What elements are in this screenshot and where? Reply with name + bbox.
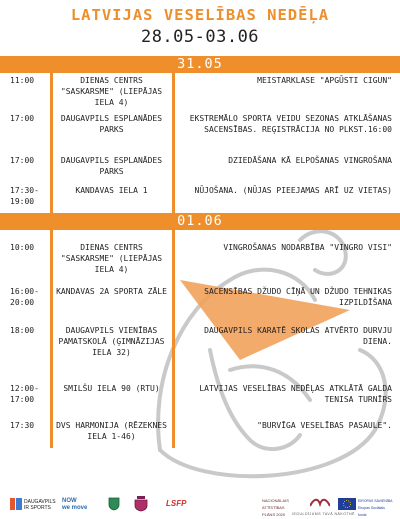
nacionalais-attistibas-plans-logo <box>262 498 289 519</box>
event-time: 17:30 <box>10 421 35 430</box>
event-place: DIENAS CENTRS "SASKARSME" (LIEPĀJAS IELA 4) <box>60 243 163 274</box>
date-range: 28.05-03.06 <box>140 27 260 47</box>
page-title: LATVIJAS VESELĪBAS NEDĒĻA <box>70 6 330 24</box>
lsfp-text: LSFP <box>166 499 187 508</box>
event-time: 10:00 <box>10 243 35 252</box>
now-we-move-logo <box>62 498 87 512</box>
event-title: NŪJOŠANA. (NŪJAS PIEEJAMAS ARĪ UZ VIETAS) <box>194 186 392 195</box>
crest-icon <box>134 496 148 512</box>
event-title: DAUGAVPILS KARATĒ SKOLAS ATVĒRTO DURVJU DIENA. <box>204 326 392 346</box>
timeline-divider <box>172 230 175 448</box>
event-title: DZIEDĀŠANA KĀ ELPOŠANAS VINGROŠANA <box>228 156 392 165</box>
daugavpils-sports-mark-icon <box>10 498 22 510</box>
latvia-ribbon-icon <box>310 498 330 508</box>
timeline-divider <box>50 230 53 448</box>
event-place: DAUGAVPILS ESPLANĀDES PARKS <box>60 156 163 176</box>
daugavpils-sports-logo <box>10 498 56 513</box>
nap-text: NACIONĀLAIS ATTĪSTĪBAS PLĀNS 2020 <box>262 498 289 517</box>
city-crest-2 <box>134 496 148 515</box>
event-place: KANDAVAS IELA 1 <box>75 186 148 195</box>
timeline-divider <box>50 73 53 213</box>
event-title: "BURVĪGA VESELĪBAS PASAULE". <box>257 421 392 430</box>
event-time: 17:30-19:00 <box>10 186 39 206</box>
slogan: IEGULDĪJUMS TAVĀ NĀKOTNĒ <box>292 512 355 516</box>
event-place: DAUGAVPILS ESPLANĀDES PARKS <box>60 114 163 134</box>
latvija-logo <box>310 498 330 511</box>
event-title: LATVIJAS VESELĪBAS NEDĒĻAS ATKLĀTĀ GALDA TENISA TURNĪRS <box>199 384 392 404</box>
event-title: SACENSĪBAS DŽUDO CĪŅĀ UN DŽUDO TEHNIKAS IZPILDĪŠANA <box>204 287 392 307</box>
event-time: 11:00 <box>10 76 35 85</box>
eu-text: EIROPAS SAVIENĪBA Eiropas Sociālais fonds <box>358 499 393 517</box>
event-title: VINGROŠANAS NODARBĪBA "VINGRO VISI" <box>223 243 392 252</box>
timeline-divider <box>172 73 175 213</box>
event-time: 17:00 <box>10 156 35 165</box>
event-place: DVS HARMONIJA (RĒZEKNES IELA 1-46) <box>56 421 167 441</box>
event-time: 16:00-20:00 <box>10 287 39 307</box>
event-time: 18:00 <box>10 326 35 335</box>
city-crest-1 <box>108 497 120 514</box>
event-place: KANDAVAS 2A SPORTA ZĀLE <box>56 287 167 296</box>
crest-icon <box>108 497 120 511</box>
event-time: 12:00-17:00 <box>10 384 39 404</box>
sponsor-logo-strip <box>0 496 400 518</box>
eiropas-savieniba-logo <box>358 498 393 519</box>
event-place: SMILŠU IELA 90 (RTU) <box>63 384 160 393</box>
event-title: EKSTREMĀLO SPORTA VEIDU SEZONAS ATKLĀŠANAS SACENSĪBAS. REĢISTRĀCIJA NO PLKST.16:00 <box>189 114 392 134</box>
event-title: MEISTARKLASE "APGŪSTI CIGUN" <box>257 76 392 85</box>
event-place: DAUGAVPILS VIENĪBAS PAMATSKOLĀ (ĢIMNĀZIJAS IELA 32) <box>58 326 165 357</box>
day-header-1: 31.05 <box>0 56 400 73</box>
eu-flag-icon <box>338 498 356 510</box>
event-time: 17:00 <box>10 114 35 123</box>
now-we-move-text: NOW we move <box>62 498 88 511</box>
event-place: DIENAS CENTRS "SASKARSME" (LIEPĀJAS IELA 4) <box>60 76 163 107</box>
lsfp-logo <box>166 500 186 507</box>
day-header-2: 01.06 <box>0 213 400 230</box>
daugavpils-sports-text: DAUGAVPILS IR SPORTS <box>24 499 56 511</box>
